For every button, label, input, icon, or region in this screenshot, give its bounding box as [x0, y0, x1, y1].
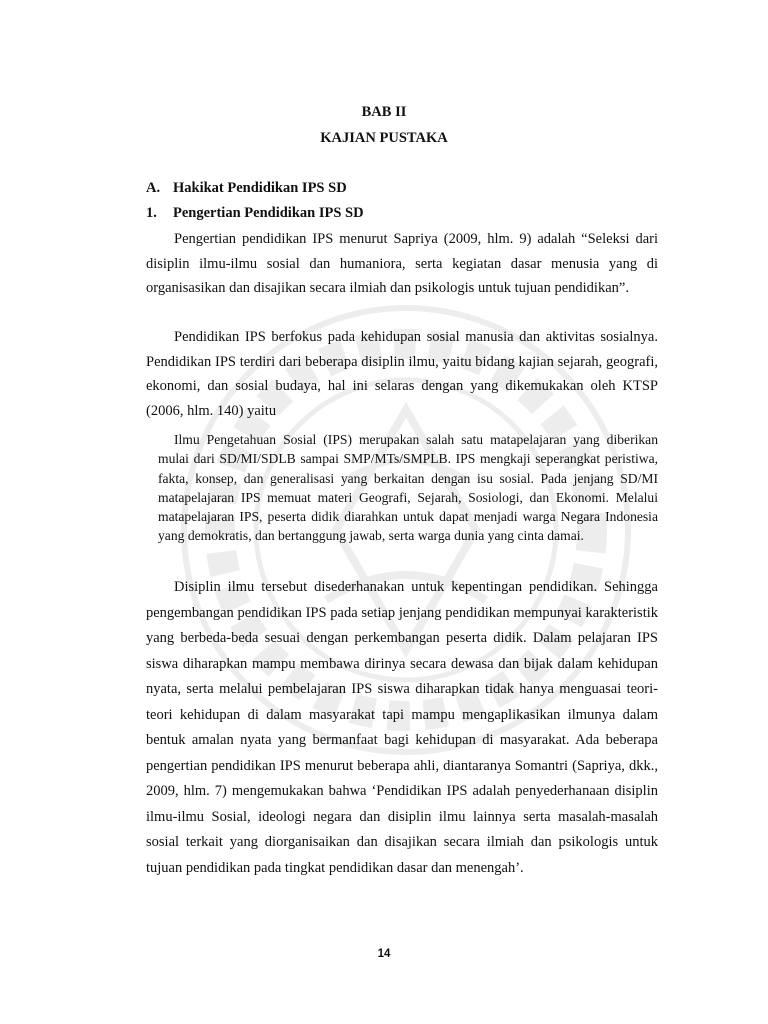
chapter-heading: BAB II [361, 104, 407, 120]
section-1-title: Pengertian Pendidikan IPS SD [173, 205, 364, 221]
section-a-number: A. [146, 180, 161, 196]
section-1-number: 1. [146, 205, 157, 221]
section-a-heading [146, 180, 347, 197]
section-1-heading [146, 205, 364, 222]
block-quote: Ilmu Pengetahuan Sosial (IPS) merupakan salah satu matapelajaran yang diberikan mulai dari SD/MI/SDLB sampai SMP/MTs/SMPLB. IPS mengkaji seperangkat peristiwa, fakta, konsep, dan generalisasi yang berkaitan dengan isu sosial. Pada jenjang SD/MI matapelajaran IPS memuat materi Geografi, Sejarah, Sosiologi, dan Ekonomi. Melalui matapelajaran IPS, peserta didik diarahkan untuk dapat menjadi warga Negara Indonesia yang demokratis, dan bertanggung jawab, serta warga dunia yang cinta damai. [158, 432, 658, 544]
chapter-title: KAJIAN PUSTAKA [320, 130, 448, 146]
paragraph-2: Pendidikan IPS berfokus pada kehidupan sosial manusia dan aktivitas sosialnya. Pendidikan IPS terdiri dari beberapa disiplin ilmu, yaitu bidang kajian sejarah, geografi, ekonomi, dan sosial budaya, hal ini selaras dengan yang dikemukakan oleh KTSP (2006, hlm. 140) yaitu [146, 329, 658, 419]
section-a-title: Hakikat Pendidikan IPS SD [173, 180, 347, 196]
page-number: 14 [377, 948, 391, 960]
paragraph-3: Disiplin ilmu tersebut disederhanakan untuk kepentingan pendidikan. Sehingga pengembangan pendidikan IPS pada setiap jenjang pendidikan mempunyai karakteristik yang berbeda-beda sesuai dengan perkembangan peserta didik. Dalam pelajaran IPS siswa diharapkan mampu membawa dirinya secara dewasa dan bijak dalam kehidupan nyata, serta melalui pembelajaran IPS siswa diharapkan tidak hanya menguasai teori-teori kehidupan di dalam masyarakat tapi mampu mengaplikasikan ilmunya dalam bentuk amalan nyata yang bermanfaat bagi kehidupan di masyarakat. Ada beberapa pengertian pendidikan IPS menurut beberapa ahli, diantaranya Somantri (Sapriya, dkk., 2009, hlm. 7) mengemukakan bahwa ‘Pendidikan IPS adalah penyederhanaan disiplin ilmu-ilmu Sosial, ideologi negara dan disiplin ilmu lainnya serta masalah-masalah sosial terkait yang diorganisaikan dan disajikan secara ilmiah dan psikologis untuk tujuan pendidikan pada tingkat pendidikan dasar dan menengah’. [146, 579, 658, 876]
paragraph-1: Pengertian pendidikan IPS menurut Sapriya (2009, hlm. 9) adalah “Seleksi dari disiplin ilmu-ilmu sosial dan humaniora, serta kegiatan dasar menusia yang di organisasikan dan disajikan secara ilmiah dan psikologis untuk tujuan pendidikan”. [146, 231, 658, 297]
